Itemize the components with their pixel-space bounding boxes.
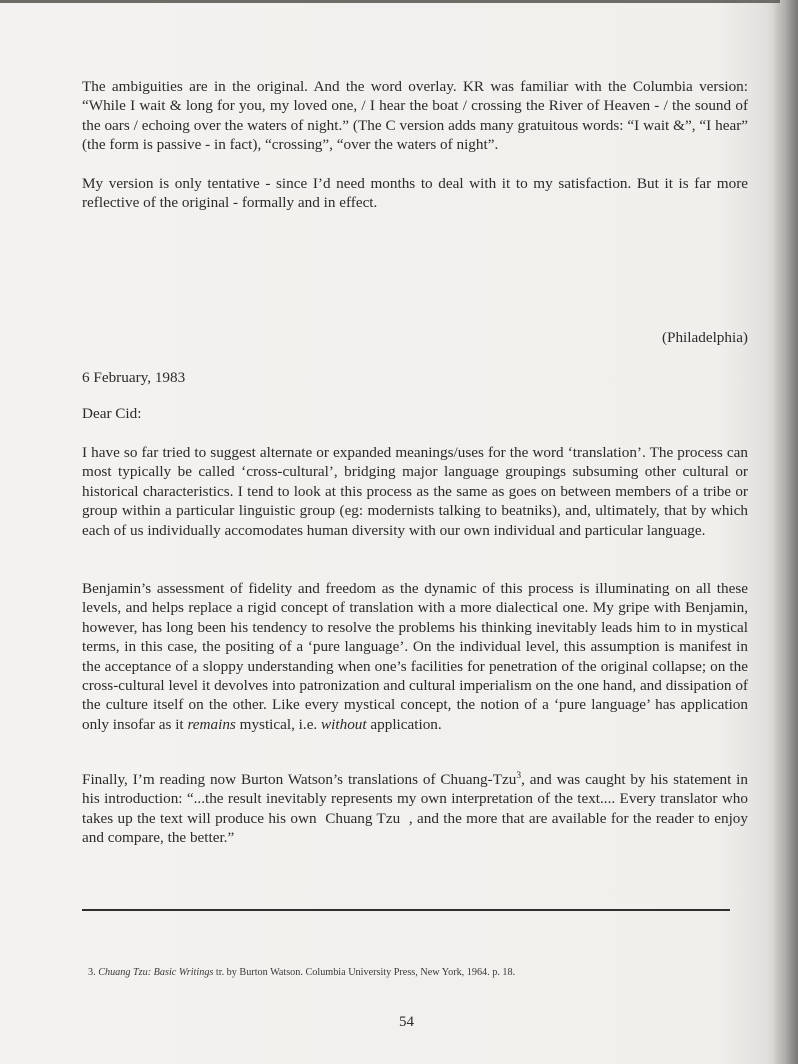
footnote-number: 3. bbox=[88, 967, 99, 978]
letter-date: 6 February, 1983 bbox=[82, 369, 186, 386]
benjamin-text-end: application. bbox=[366, 715, 442, 733]
benjamin-text: Benjamin’s assessment of fidelity and freedom as the dynamic of this process is illuminating on all these levels, and helps replace a rigid concept of translation with a more dialectical one. My gripe with Benjamin, however, has long been his tendency to resolve the problems his thinking inevitably leads him to in mystical terms, in this case, the positing of a ‘pure language’. On the individual level, this assumption is manifest in the acceptance of a sloppy understanding when one’s facilities for penetration of the original collapse; on the cross-cultural level it devolves into patronization and cultural imperialism on the one hand, and dissipation of the culture itself on the other. Like every mystical concept, the notion of a ‘pure language’ has application only insofar as it bbox=[82, 580, 748, 733]
letter-salutation: Dear Cid: bbox=[82, 405, 142, 422]
letter-place: (Philadelphia) bbox=[661, 329, 748, 346]
paragraph-ambiguities: The ambiguities are in the original. And the word overlay. KR was familiar with the Columbia version: “While I wait & long for you, my loved one, / I hear the boat / crossing the River of Heaven - / the sound of the oars / echoing over the waters of night.” (The C version adds many gratuitous words: “I wait &”, “I hear” (the form is passive - in fact), “crossing”, “over the waters of night”. bbox=[82, 78, 748, 154]
watson-text-end: , and was caught by his statement in his introduction: “...the result inevitably represents my own interpretation of the text.... Every translator who takes up the text will produce his own Chuang Tzu , and the more that are available for the reader to enjoy and compare, the better.” bbox=[82, 771, 748, 847]
page-number: 54 bbox=[399, 1014, 414, 1030]
paragraph-benjamin bbox=[82, 579, 748, 734]
footnote-title: Chuang Tzu: Basic Writings bbox=[98, 967, 214, 978]
footnote-marker: 3 bbox=[516, 770, 522, 781]
binding-shadow bbox=[772, 0, 798, 1064]
paragraph-burton-watson bbox=[82, 770, 748, 848]
benjamin-text-mid: mystical, i.e. bbox=[235, 715, 322, 733]
paragraph-translation-meanings: I have so far tried to suggest alternate or expanded meanings/uses for the word ‘translation’. The process can most typically be called ‘cross-cultural’, bridging major language groupings subsuming other cultural or historical characteristics. I tend to look at this process as the same as goes on between members of a tribe or group within a particular linguistic group (eg: modernists talking to beatniks), and, ultimately, that by which each of us individually accomodates human diversity with our own individual and particular language. bbox=[82, 444, 748, 539]
paragraph-tentative-version: My version is only tentative - since I’d need months to deal with it to my satisfaction. But it is far more reflective of the original - formally and in effect. bbox=[82, 175, 748, 212]
page-top-edge bbox=[0, 0, 780, 3]
footnote-divider bbox=[82, 909, 730, 911]
footnote-citation: tr. by Burton Watson. Columbia University Press, New York, 1964. p. 18. bbox=[213, 967, 516, 978]
remains-emphasis: remains bbox=[187, 715, 236, 733]
without-emphasis: without bbox=[321, 715, 367, 733]
watson-text-start: Finally, I’m reading now Burton Watson’s translations of Chuang-Tzu bbox=[82, 771, 517, 788]
footnote bbox=[88, 966, 515, 979]
